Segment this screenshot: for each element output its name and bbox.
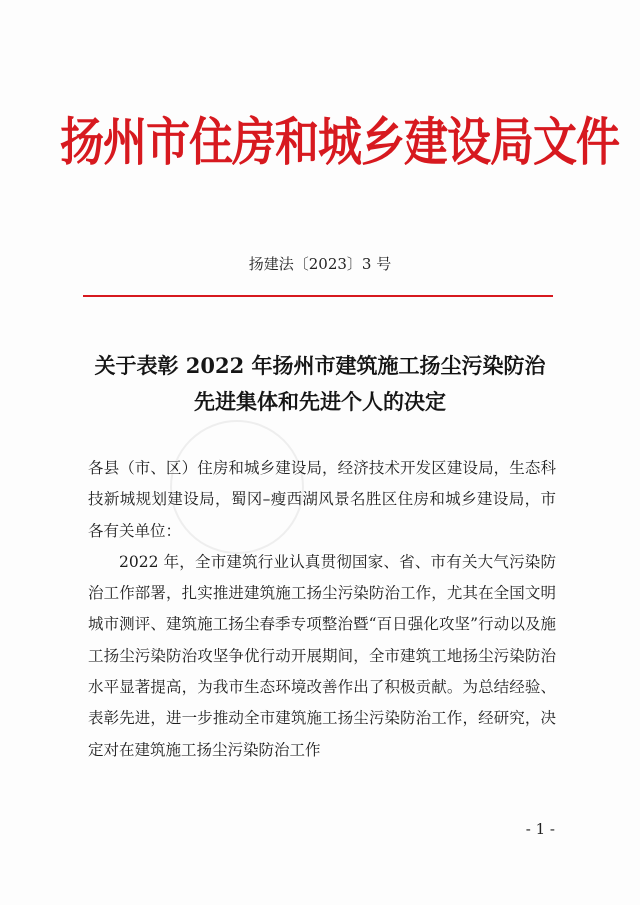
document-number: 扬建法〔2023〕3 号	[248, 255, 392, 273]
decision-title	[60, 348, 580, 420]
red-divider-rule	[83, 295, 553, 297]
decision-title-line-2: 先进集体和先进个人的决定	[194, 389, 446, 414]
body-paragraph: 2022 年，全市建筑行业认真贯彻国家、省、市有关大气污染防治工作部署，扎实推进建筑施工扬尘污染防治工作，尤其在全国文明城市测评、建筑施工扬尘春季专项整治暨“百日强化攻坚”行动以及施工扬尘污染防治攻坚争优行动开展期间，全市建筑工地扬尘污染防治水平显著提高，为我市生态环境改善作出了积极贡献。为总结经验、表彰先进，进一步推动全市建筑施工扬尘污染防治工作，经研究，决定对在建筑施工扬尘污染防治工作	[88, 552, 556, 759]
document-body	[88, 453, 556, 766]
decision-title-line-1: 关于表彰 2022 年扬州市建筑施工扬尘污染防治	[94, 353, 546, 378]
addressee-paragraph: 各县（市、区）住房和城乡建设局，经济技术开发区建设局，生态科技新城规划建设局，蜀冈–瘦西湖风景名胜区住房和城乡建设局，市各有关单位：	[88, 459, 556, 540]
page-number: - 1 -	[525, 820, 555, 838]
issuer-header-title: 扬州市住房和城乡建设局文件	[60, 112, 619, 173]
